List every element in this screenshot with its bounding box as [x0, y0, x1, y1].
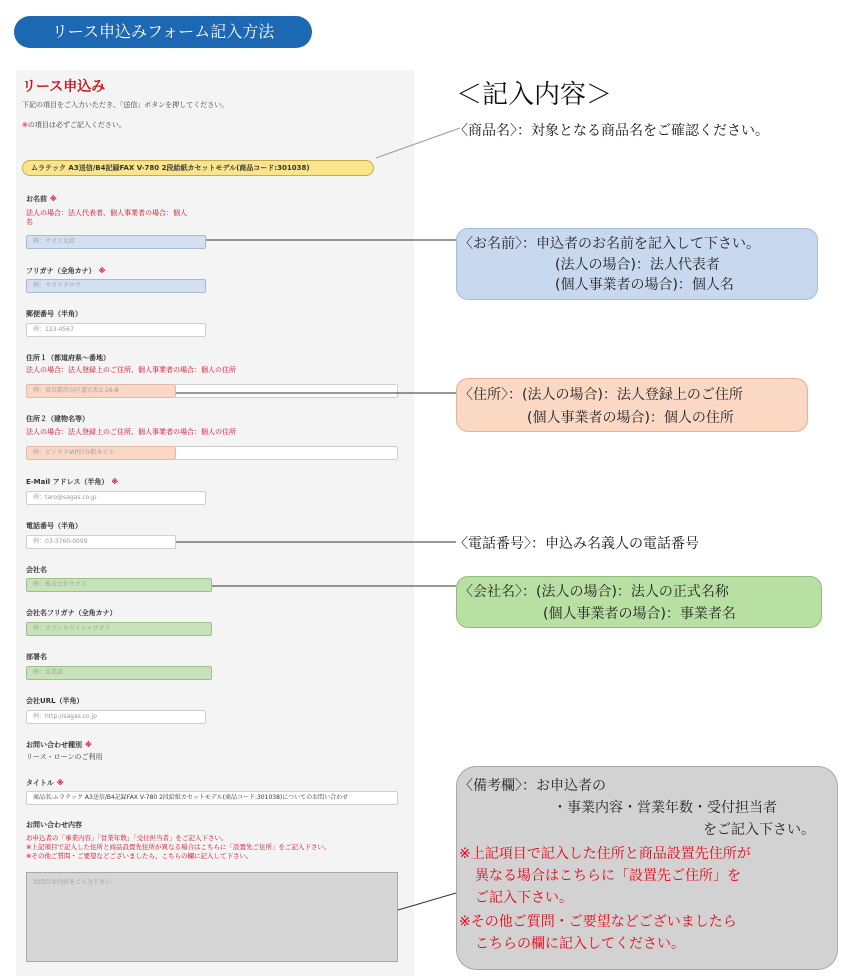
annotation-remarks-line: ・事業内容・営業年数・受付担当者: [553, 800, 777, 816]
phone-label: 電話番号（半角）: [26, 522, 82, 530]
address1-hint: 法人の場合：法人登録上のご住所、個人事業者の場合：個人の住所: [26, 366, 236, 374]
name-label-text: お名前: [26, 195, 47, 203]
phone-input[interactable]: 例：03-3760-0099: [26, 535, 176, 549]
annotation-remarks-line: 〈備考欄〉：お申込者の: [459, 778, 606, 794]
required-mark: ※: [56, 779, 64, 787]
annotation-remarks-line: ※その他ご質問・ご要望などございましたら: [459, 914, 737, 930]
subject-label-text: タイトル: [26, 779, 54, 787]
annotation-name-line: (法人の場合)：法人代表者: [555, 257, 720, 273]
address2-label: 住所２（建物名等）: [26, 415, 89, 423]
company-label: 会社名: [26, 566, 47, 574]
name-hint: 法人の場合：法人代表者、個人事業者の場合：個人: [26, 209, 187, 217]
connector-remarks: [398, 893, 456, 910]
email-input[interactable]: 例：taro@sagas.co.jp: [26, 491, 206, 505]
annotation-remarks-line: こちらの欄に記入してください。: [475, 936, 685, 952]
department-label: 部署名: [26, 653, 47, 661]
url-label: 会社URL（半角）: [26, 697, 84, 705]
message-hint-1: お申込者の「事業内容」「営業年数」「受付担当者」をご記入下さい。: [26, 834, 228, 842]
zip-input[interactable]: 例：123-4567: [26, 323, 206, 337]
department-input[interactable]: 例：営業部: [26, 666, 212, 680]
company-kana-input[interactable]: 例：カブシキガイシャサガス: [26, 622, 212, 636]
name-input[interactable]: 例：サガス太郎: [26, 235, 206, 249]
annotation-phone: 〈電話番号〉：申込み名義人の電話番号: [454, 536, 699, 552]
required-mark: ※: [50, 195, 57, 203]
annotation-address-line: 〈住所〉：(法人の場合)：法人登録上のご住所: [459, 387, 743, 403]
furigana-label-text: フリガナ（全角カナ）: [26, 267, 96, 275]
company-kana-label: 会社名フリガナ（全角カナ）: [26, 609, 117, 617]
message-textarea[interactable]: お問合せ内容をご入力下さい。: [26, 872, 398, 962]
company-input[interactable]: 例：株式会社サガス: [26, 578, 212, 592]
required-mark: ※: [22, 121, 28, 129]
annotation-name-line: (個人事業者の場合)：個人名: [555, 277, 734, 293]
address1-label: 住所１（都道府県〜番地）: [26, 354, 110, 362]
product-name: ムラテック A3送信/B4記録FAX V-780 2段給紙カセットモデル(商品コード:301038): [22, 160, 374, 176]
annotation-remarks-line: ※上記項目で記入した住所と商品設置先住所が: [459, 846, 751, 862]
annotation-company-line: (個人事業者の場合)：事業者名: [543, 606, 736, 622]
message-hint-3: ※その他ご質問・ご要望などございましたら、こちらの欄に記入して下さい。: [26, 852, 253, 860]
name-hint-2: 名: [26, 218, 33, 226]
subject-input[interactable]: 商品名:ムラテック A3送信/B4記録FAX V-780 2段給紙カセットモデル(商品コード:301038)についてのお問い合わせ: [26, 791, 398, 805]
zip-label: 郵便番号（半角）: [26, 310, 82, 318]
connector-product: [376, 128, 460, 158]
inquiry-type-value: リース・ローンのご利用: [26, 753, 103, 761]
inquiry-type-label-text: お問い合わせ種別: [26, 741, 82, 749]
url-input[interactable]: 例：http://sagas.co.jp: [26, 710, 206, 724]
message-label: お問い合わせ内容: [26, 821, 82, 829]
form-title: リース申込み: [22, 79, 106, 95]
annotation-remarks-box: [456, 766, 838, 970]
section-title: ＜記入内容＞: [456, 80, 613, 110]
annotation-company-box: [456, 576, 822, 628]
annotation-address-line: (個人事業者の場合)：個人の住所: [527, 410, 734, 426]
annotation-name-line: 〈お名前〉：申込者のお名前を記入して下さい。: [459, 236, 760, 252]
required-mark: ※: [111, 478, 119, 486]
address2-hint: 法人の場合：法人登録上のご住所、個人事業者の場合：個人の住所: [26, 428, 236, 436]
annotation-product: 〈商品名〉：対象となる商品名をご確認ください。: [454, 123, 769, 139]
annotation-remarks-line: ご記入下さい。: [475, 890, 573, 906]
annotation-remarks-line: 異なる場合はこちらに「設置先ご住所」を: [475, 868, 741, 884]
address2-input[interactable]: 例：ビジネスVIP渋谷駅本ビル: [26, 446, 176, 460]
header-title: リース申込みフォーム記入方法: [14, 16, 312, 48]
annotation-address-box: [456, 378, 808, 432]
message-hint-2: ※上記項目で記入した住所と商品設置先住所が異なる場合はこちらに「設置先ご住所」をご記入下さい。: [26, 843, 331, 851]
required-mark: ※: [98, 267, 106, 275]
required-note-text: の項目は必ずご記入ください。: [27, 121, 126, 129]
furigana-input[interactable]: 例：サガスタロウ: [26, 279, 206, 293]
annotation-company-line: 〈会社名〉：(法人の場合)：法人の正式名称: [459, 584, 729, 600]
email-label-text: E-Mail アドレス（半角）: [26, 478, 109, 486]
required-mark: ※: [85, 741, 92, 749]
annotation-remarks-line: をご記入下さい。: [703, 822, 815, 838]
annotation-name-box: [456, 228, 818, 300]
form-intro: 下記の項目をご入力いただき、「送信」ボタンを押してください。: [22, 101, 229, 109]
address1-input[interactable]: 例：東京都渋谷区道玄坂2-16-8: [26, 384, 176, 398]
